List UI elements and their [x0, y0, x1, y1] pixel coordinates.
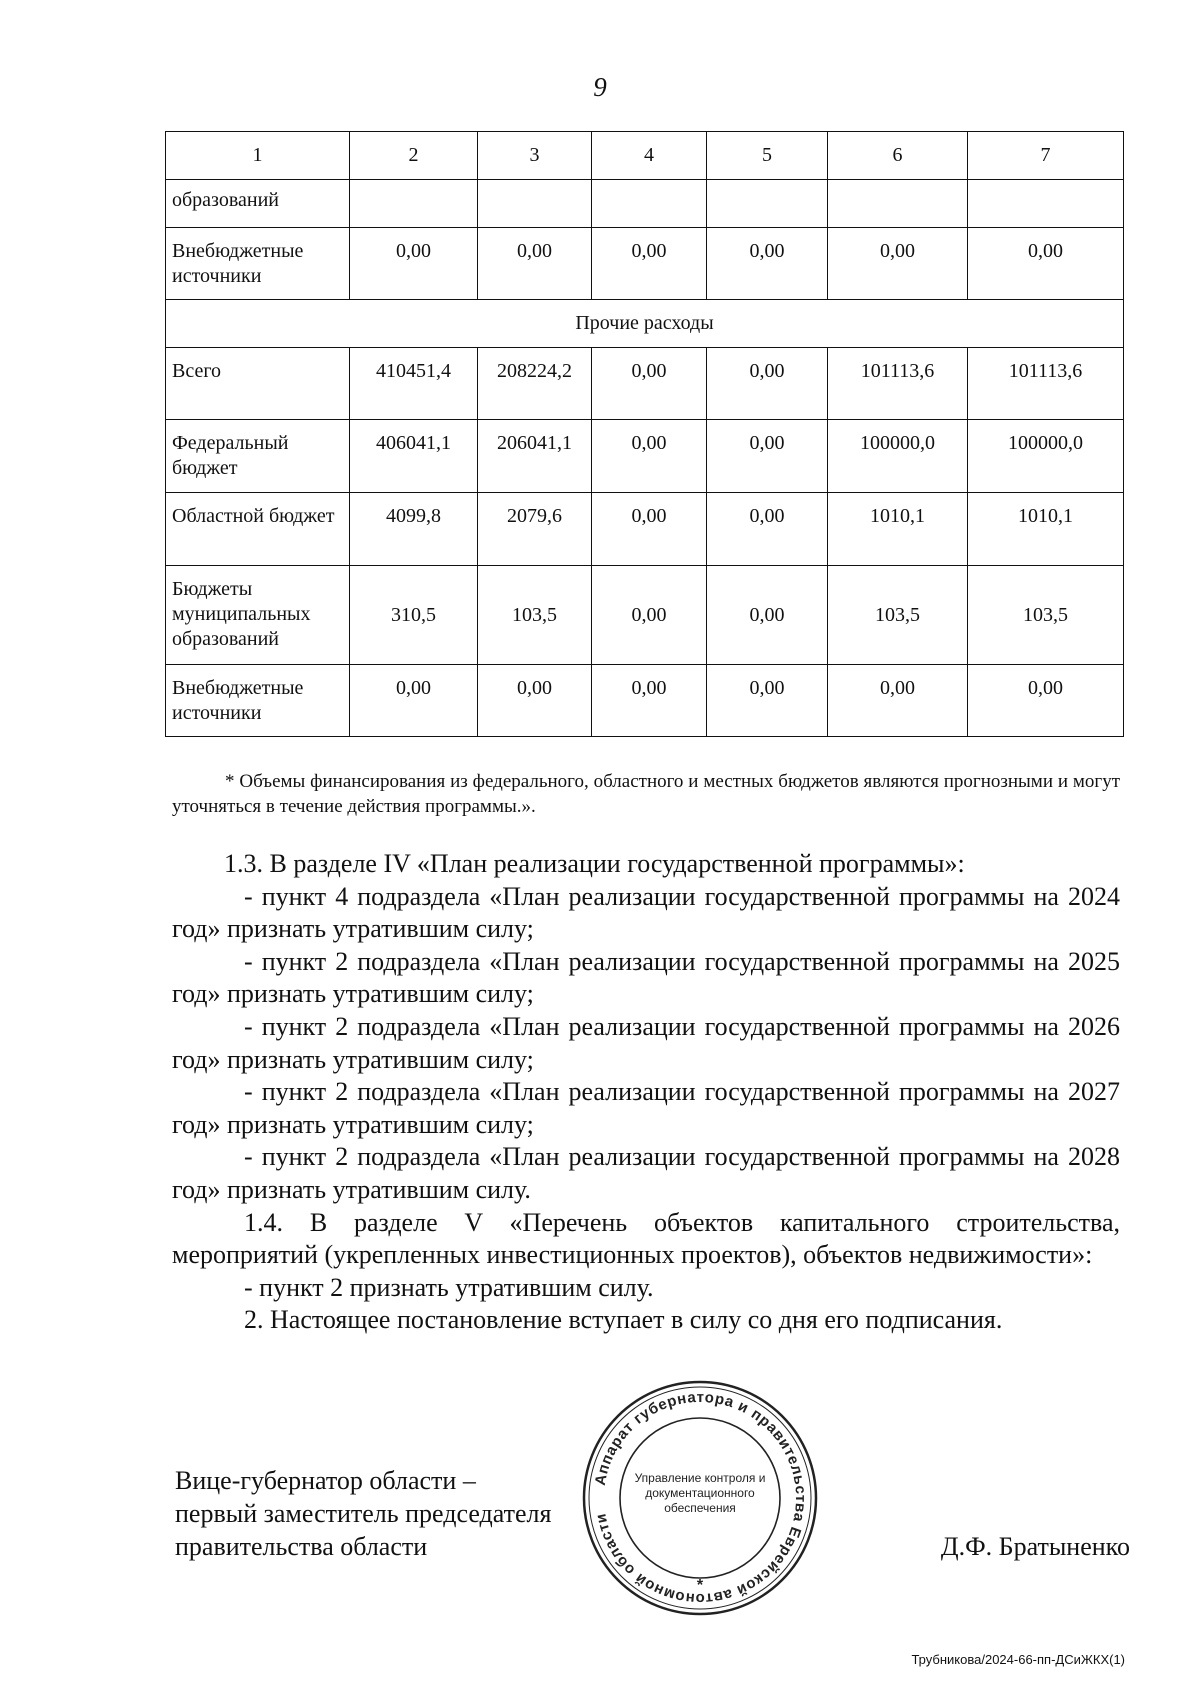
stamp-outer-text: Аппарат губернатора и правительства Еврейской автономной области [591, 1388, 810, 1608]
table-cell: 208224,2 [478, 348, 592, 420]
table-row [166, 420, 1124, 493]
column-header: 2 [350, 132, 478, 180]
signer-line: первый заместитель председателя [175, 1499, 552, 1528]
paragraph: 1.4. В разделе V «Перечень объектов капитального строительства, мероприятий (укрепленных инвестиционных проектов), объектов недвижимости»: [172, 1207, 1120, 1270]
table-cell: 0,00 [707, 665, 828, 737]
table-cell: 0,00 [592, 420, 707, 493]
table-cell: 0,00 [707, 228, 828, 300]
document-reference: Трубникова/2024-66-пп-ДСиЖКХ(1) [911, 1652, 1125, 1667]
section-title: Прочие расходы [166, 300, 1124, 348]
signer-line: правительства области [175, 1532, 428, 1561]
column-header: 5 [707, 132, 828, 180]
table-cell: 1010,1 [828, 493, 968, 566]
row-label: Внебюджетные источники [166, 665, 350, 737]
table-cell: 2079,6 [478, 493, 592, 566]
table-cell: 0,00 [592, 493, 707, 566]
table-cell: 0,00 [592, 566, 707, 665]
section-row [166, 300, 1124, 348]
table-cell: 310,5 [350, 566, 478, 665]
table-cell: 0,00 [350, 228, 478, 300]
paragraph: - пункт 2 подраздела «План реализации государственной программы на 2026 год» признать утратившим силу; [172, 1011, 1120, 1074]
signer-name: Д.Ф. Братыненко [940, 1532, 1130, 1561]
table-cell [478, 180, 592, 228]
signer-line: Вице-губернатор области – [175, 1466, 476, 1495]
table-row [166, 228, 1124, 300]
column-header: 7 [968, 132, 1124, 180]
table-cell: 0,00 [478, 665, 592, 737]
table-cell: 0,00 [592, 228, 707, 300]
paragraph: 1.3. В разделе IV «План реализации государственной программы»: [224, 849, 965, 878]
table-cell: 0,00 [828, 665, 968, 737]
stamp-center-line: документационного [645, 1486, 755, 1500]
table-cell: 0,00 [592, 348, 707, 420]
table-cell: 206041,1 [478, 420, 592, 493]
table-cell [592, 180, 707, 228]
signer-title [175, 1464, 615, 1563]
table-cell: 0,00 [478, 228, 592, 300]
paragraph: - пункт 2 признать утратившим силу. [244, 1272, 654, 1302]
resolution-body [172, 848, 1120, 1337]
table-cell: 0,00 [968, 665, 1124, 737]
table-cell: 410451,4 [350, 348, 478, 420]
official-stamp [580, 1378, 820, 1618]
footnote: * Объемы финансирования из федерального, областного и местных бюджетов являются прогнозными и могут уточняться в течение действия программы.». [172, 771, 1120, 817]
table-row [166, 665, 1124, 737]
table-cell: 0,00 [592, 665, 707, 737]
table-cell: 100000,0 [968, 420, 1124, 493]
table-row [166, 348, 1124, 420]
table-cell: 0,00 [707, 566, 828, 665]
stamp-center-line: Управление контроля и [634, 1471, 766, 1485]
table-cell: 406041,1 [350, 420, 478, 493]
paragraph: 2. Настоящее постановление вступает в силу со дня его подписания. [244, 1305, 1003, 1335]
table-cell [707, 180, 828, 228]
row-label: Бюджеты муниципальных образований [166, 566, 350, 665]
paragraph: - пункт 2 подраздела «План реализации государственной программы на 2025 год» признать утратившим силу; [172, 946, 1120, 1009]
stamp-star-icon: * [696, 1577, 704, 1594]
row-label: Всего [166, 348, 350, 420]
row-label: Областной бюджет [166, 493, 350, 566]
column-header: 6 [828, 132, 968, 180]
table-cell: 0,00 [707, 348, 828, 420]
table-row [166, 493, 1124, 566]
table-cell [350, 180, 478, 228]
row-label: Федеральный бюджет [166, 420, 350, 493]
table-cell: 101113,6 [828, 348, 968, 420]
table-cell: 103,5 [828, 566, 968, 665]
table-cell: 101113,6 [968, 348, 1124, 420]
table-row [166, 180, 1124, 228]
stamp-center-line: обеспечения [664, 1501, 736, 1515]
table-cell: 103,5 [478, 566, 592, 665]
table-cell: 0,00 [350, 665, 478, 737]
row-label: Внебюджетные источники [166, 228, 350, 300]
table-cell: 100000,0 [828, 420, 968, 493]
table-cell [968, 180, 1124, 228]
table-header-row [166, 132, 1124, 180]
column-header: 1 [166, 132, 350, 180]
paragraph: - пункт 4 подраздела «План реализации государственной программы на 2024 год» признать утратившим силу; [172, 881, 1120, 944]
financing-table [165, 131, 1124, 737]
row-label: образований [166, 180, 350, 228]
paragraph: - пункт 2 подраздела «План реализации государственной программы на 2028 год» признать утратившим силу. [172, 1142, 1120, 1204]
table-cell: 4099,8 [350, 493, 478, 566]
table-row [166, 566, 1124, 665]
table-cell: 0,00 [968, 228, 1124, 300]
column-header: 3 [478, 132, 592, 180]
table-cell: 0,00 [707, 493, 828, 566]
table-cell: 0,00 [828, 228, 968, 300]
table-cell: 1010,1 [968, 493, 1124, 566]
page-number: 9 [593, 72, 607, 102]
paragraph: - пункт 2 подраздела «План реализации государственной программы на 2027 год» признать утратившим силу; [172, 1077, 1120, 1139]
column-header: 4 [592, 132, 707, 180]
table-cell: 0,00 [707, 420, 828, 493]
table-cell: 103,5 [968, 566, 1124, 665]
table-cell [828, 180, 968, 228]
